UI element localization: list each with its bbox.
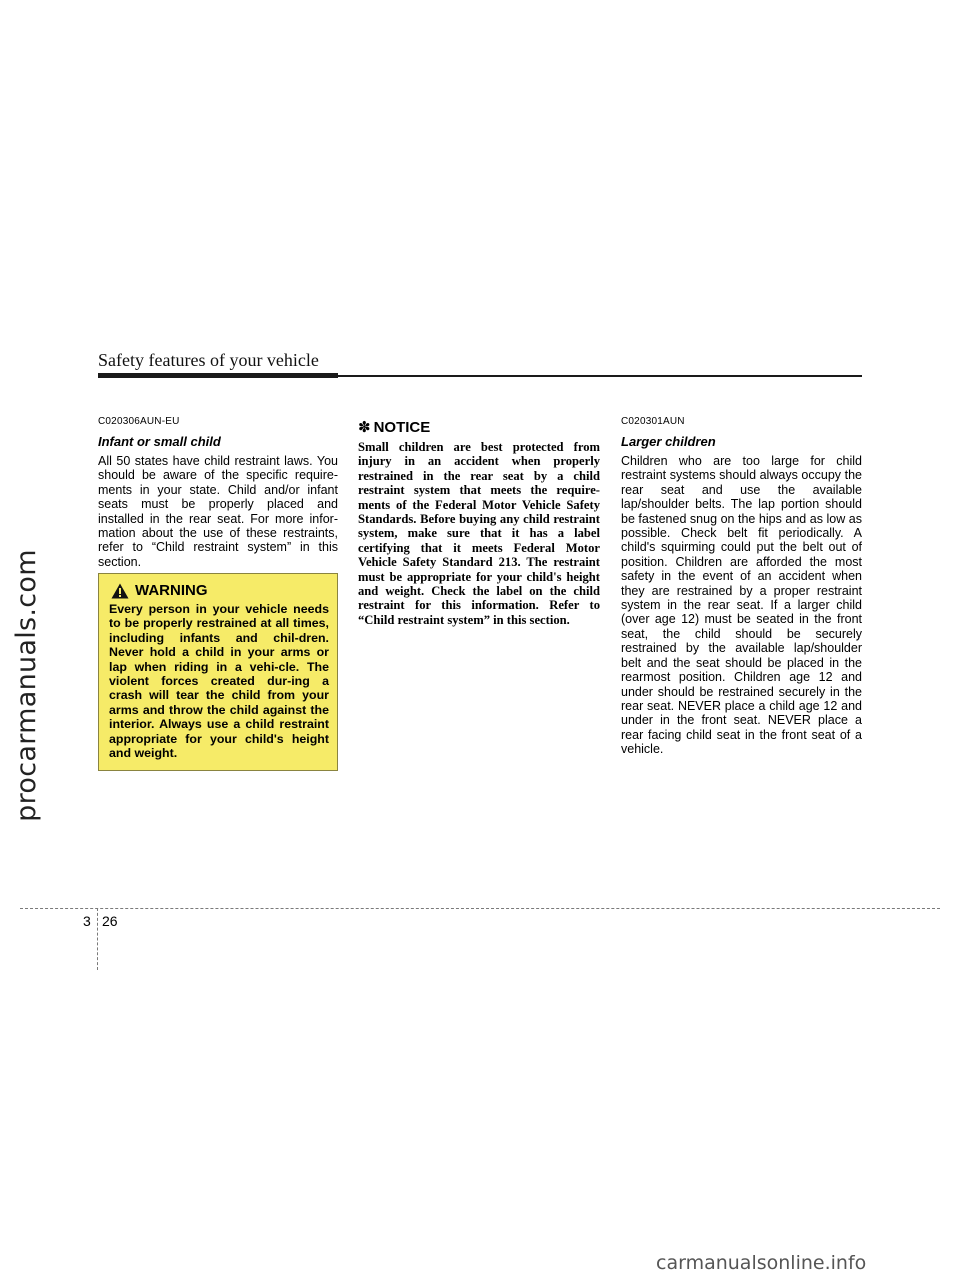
left-column [98, 416, 338, 569]
header-rule-thin [338, 375, 862, 377]
header-rule-thick [98, 373, 338, 378]
page-number: 26 [102, 913, 118, 929]
section-code-right: C020301AUN [621, 416, 685, 427]
notice-column [358, 418, 600, 627]
warning-title: WARNING [135, 582, 208, 599]
warning-text: Every person in your vehicle needs to be properly restrained at all times, including infants and chil-dren. Never hold a child in your arms or lap when riding in a vehi-cle. The violent forces created dur-ing a crash will tear the child from your arms and throw the child against the interior. Always use a child restraint appropriate for your child's height and weight. [109, 602, 329, 761]
chapter-number: 3 [83, 913, 91, 929]
warning-triangle-icon [111, 583, 129, 599]
footer-rule [20, 908, 940, 909]
footer-vertical-rule [97, 908, 98, 970]
section-title: Safety features of your vehicle [98, 350, 319, 370]
section-code: C020306AUN-EU [98, 416, 180, 427]
section-body-right: Children who are too large for child restraint systems should always occupy the rear seat and use the available lap/shoulder belts. The lap portion should be fastened snug on the hips and as low as possible. Check belt fit periodically. A child's squirming could put the belt out of position. Children are afforded the most safety in the event of an accident when they are restrained by a proper restraint system in the rear seat. If a larger child (over age 12) must be seated in the front seat, the child should be securely restrained by the available lap/shoulder belt and the seat should be placed in the rearmost position. Children age 12 and under should be restrained securely in the rear seat. NEVER place a child age 12 and under in the front seat. NEVER place a rear facing child seat in the front seat of a vehicle. [621, 454, 862, 757]
right-column [621, 416, 862, 757]
warning-box [98, 573, 338, 771]
notice-title: NOTICE [373, 418, 431, 436]
notice-text: Small children are best protected from injury in an accident when properly restrained in the rear seat by a child restraint system that meets the require-ments of the Federal Motor Vehicle Safety Standards. Before buying any child restraint system, make sure that it has a label certifying that it meets Federal Motor Vehicle Safety Standard 213. The restraint must be appropriate for your child's height and weight. Check the label on the child restraint for this information. Refer to “Child restraint system” in this section. [358, 440, 600, 627]
notice-header [358, 418, 600, 436]
section-subhead: Infant or small child [98, 434, 221, 449]
notice-asterisk-icon: ✽ [358, 419, 371, 436]
side-watermark [6, 540, 46, 830]
section-subhead-right: Larger children [621, 434, 716, 449]
side-watermark-text: procarmanuals.com [10, 548, 42, 822]
section-body: All 50 states have child restraint laws. You should be aware of the specific require-ments in your state. Child and/or infant seats must be properly placed and installed in the rear seat. For more infor-mation about the use of these restraints, refer to “Child restraint system” in this section. [98, 454, 338, 569]
warning-header [111, 582, 329, 599]
bottom-watermark: carmanualsonline.info [656, 1252, 867, 1274]
